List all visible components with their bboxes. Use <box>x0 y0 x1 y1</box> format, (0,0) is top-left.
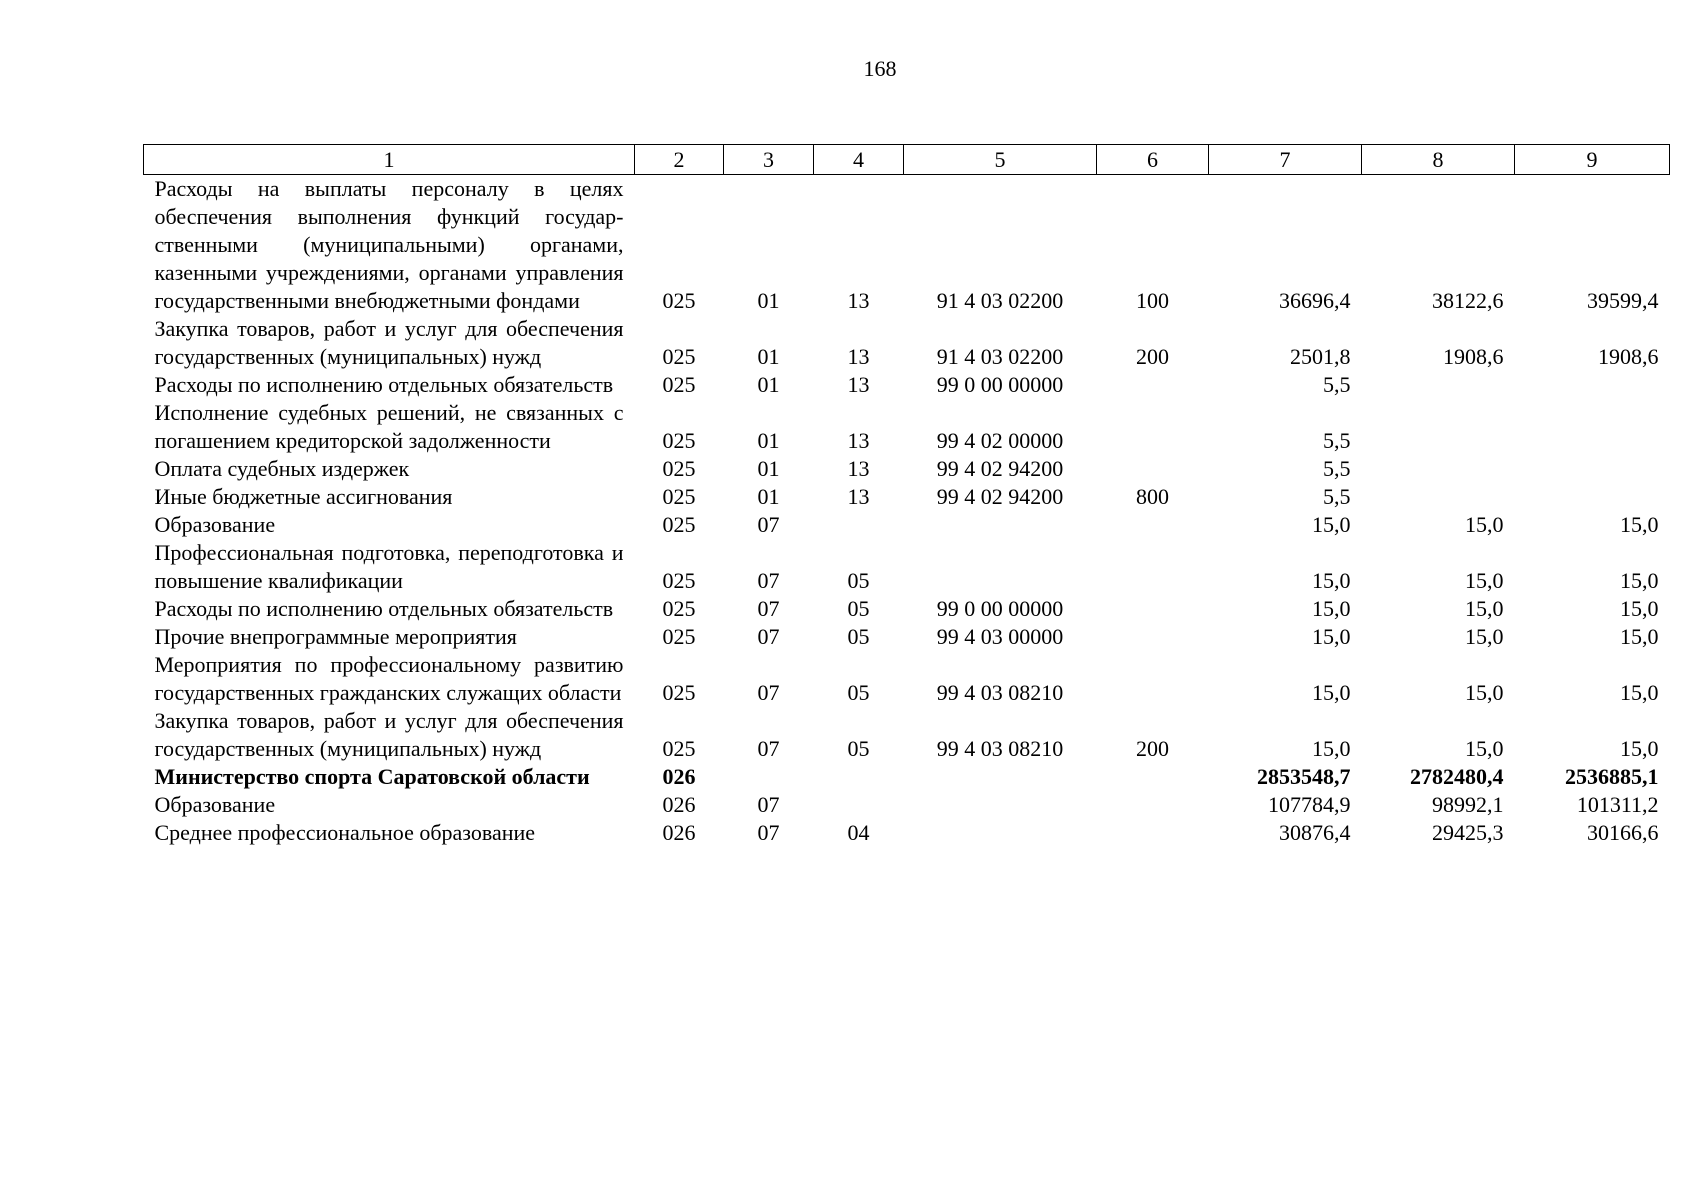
amount-year-1: 5,5 <box>1323 372 1351 397</box>
amount-year-3: 2536885,1 <box>1565 764 1659 789</box>
ministry-code: 026 <box>662 764 696 789</box>
ministry-code: 025 <box>662 596 696 621</box>
subsection-code: 13 <box>847 456 870 481</box>
target-article-code: 99 4 02 00000 <box>936 428 1064 453</box>
amount-year-1: 15,0 <box>1312 624 1351 649</box>
amount-year-1: 5,5 <box>1323 428 1351 453</box>
expense-type-code <box>1097 371 1209 399</box>
table-row <box>144 455 1670 483</box>
expense-name: Иные бюджетные ассигнования <box>154 484 453 509</box>
section-code: 01 <box>757 344 780 369</box>
expense-type-code <box>1097 511 1209 539</box>
table-body <box>144 175 1670 848</box>
amount-year-1: 5,5 <box>1323 484 1351 509</box>
amount-year-1: 5,5 <box>1323 456 1351 481</box>
amount-year-2 <box>1362 483 1515 511</box>
amount-year-2 <box>1362 399 1515 455</box>
section-code: 01 <box>757 456 780 481</box>
subsection-code: 13 <box>847 372 870 397</box>
amount-year-1: 2853548,7 <box>1257 764 1351 789</box>
expense-name: Образование <box>154 512 276 537</box>
expense-type-code: 100 <box>1136 288 1169 313</box>
target-article-code <box>904 511 1097 539</box>
section-code: 01 <box>757 484 780 509</box>
amount-year-3: 39599,4 <box>1587 288 1659 313</box>
target-article-code <box>904 819 1097 847</box>
section-code: 07 <box>757 792 780 817</box>
section-code: 07 <box>757 680 780 705</box>
ministry-code: 026 <box>662 820 696 845</box>
table-row <box>144 651 1670 707</box>
amount-year-2: 1908,6 <box>1443 344 1504 369</box>
target-article-code: 91 4 03 02200 <box>936 288 1064 313</box>
subsection-code: 04 <box>847 820 870 845</box>
column-header-2: 2 <box>635 145 724 175</box>
amount-year-2: 29425,3 <box>1432 820 1504 845</box>
expense-name: Министерство спорта Саратовской области <box>154 764 590 789</box>
expense-name: Исполнение судебных решений, не связанных с погашением кредиторской задолженности <box>154 400 624 453</box>
section-code: 01 <box>757 372 780 397</box>
target-article-code <box>904 539 1097 595</box>
table-row <box>144 175 1670 316</box>
subsection-code: 13 <box>847 288 870 313</box>
column-header-5: 5 <box>904 145 1097 175</box>
expense-type-code <box>1097 791 1209 819</box>
amount-year-1: 15,0 <box>1312 568 1351 593</box>
section-code: 01 <box>757 428 780 453</box>
column-header-3: 3 <box>724 145 814 175</box>
subsection-code: 05 <box>847 680 870 705</box>
ministry-code: 025 <box>662 624 696 649</box>
amount-year-2: 15,0 <box>1465 736 1504 761</box>
budget-table <box>143 144 1670 847</box>
target-article-code: 99 4 02 94200 <box>936 456 1064 481</box>
amount-year-2: 38122,6 <box>1432 288 1504 313</box>
expense-type-code <box>1097 763 1209 791</box>
table-row <box>144 371 1670 399</box>
expense-name: Расходы по исполнению отдельных обязательств <box>154 596 614 621</box>
ministry-code: 025 <box>662 484 696 509</box>
amount-year-3 <box>1515 483 1670 511</box>
amount-year-1: 36696,4 <box>1279 288 1351 313</box>
amount-year-3: 15,0 <box>1620 736 1659 761</box>
amount-year-2: 15,0 <box>1465 680 1504 705</box>
target-article-code: 99 4 03 00000 <box>936 624 1064 649</box>
table-row <box>144 791 1670 819</box>
target-article-code: 99 4 03 08210 <box>936 736 1064 761</box>
expense-type-code <box>1097 539 1209 595</box>
amount-year-2: 98992,1 <box>1432 792 1504 817</box>
ministry-code: 025 <box>662 568 696 593</box>
amount-year-3: 15,0 <box>1620 568 1659 593</box>
column-header-4: 4 <box>814 145 904 175</box>
amount-year-2: 15,0 <box>1465 624 1504 649</box>
subsection-code: 13 <box>847 428 870 453</box>
expense-type-code <box>1097 623 1209 651</box>
ministry-code: 025 <box>662 736 696 761</box>
target-article-code: 99 0 00 00000 <box>936 596 1064 621</box>
expense-name: Расходы на выплаты персоналу в целях обеспечения выполнения функций государственными (муниципальными) органами, казенными учреждениями, органами управления государственными внебюджетными фондами <box>154 176 624 313</box>
amount-year-1: 15,0 <box>1312 512 1351 537</box>
expense-type-code <box>1097 399 1209 455</box>
ministry-code: 025 <box>662 372 696 397</box>
amount-year-1: 2501,8 <box>1290 344 1351 369</box>
amount-year-3: 30166,6 <box>1587 820 1659 845</box>
ministry-code: 026 <box>662 792 696 817</box>
amount-year-3 <box>1515 371 1670 399</box>
subsection-code: 05 <box>847 596 870 621</box>
amount-year-2: 2782480,4 <box>1410 764 1504 789</box>
column-header-8: 8 <box>1362 145 1515 175</box>
column-header-7: 7 <box>1209 145 1362 175</box>
ministry-code: 025 <box>662 512 696 537</box>
expense-type-code <box>1097 455 1209 483</box>
table-row <box>144 399 1670 455</box>
expense-name: Закупка товаров, работ и услуг для обеспечения государственных (муниципальных) нужд <box>154 316 624 369</box>
amount-year-1: 15,0 <box>1312 596 1351 621</box>
column-header-9: 9 <box>1515 145 1670 175</box>
table-row <box>144 763 1670 791</box>
subsection-code <box>814 791 904 819</box>
expense-name: Оплата судебных издержек <box>154 456 410 481</box>
amount-year-2: 15,0 <box>1465 568 1504 593</box>
column-header-6: 6 <box>1097 145 1209 175</box>
amount-year-3: 15,0 <box>1620 596 1659 621</box>
page-number: 168 <box>863 56 897 81</box>
target-article-code: 99 4 02 94200 <box>936 484 1064 509</box>
column-header-1: 1 <box>144 145 635 175</box>
expense-type-code: 200 <box>1136 344 1169 369</box>
ministry-code: 025 <box>662 680 696 705</box>
expense-name: Мероприятия по профессиональному развитию государственных гражданских служащих области <box>154 652 624 705</box>
column-number-header <box>144 145 1670 175</box>
subsection-code: 05 <box>847 568 870 593</box>
section-code: 07 <box>757 736 780 761</box>
expense-name: Расходы по исполнению отдельных обязательств <box>154 372 614 397</box>
expense-type-code: 800 <box>1136 484 1169 509</box>
amount-year-1: 107784,9 <box>1268 792 1351 817</box>
amount-year-2 <box>1362 371 1515 399</box>
target-article-code: 99 4 03 08210 <box>936 680 1064 705</box>
subsection-code <box>814 511 904 539</box>
table-row <box>144 483 1670 511</box>
amount-year-2 <box>1362 455 1515 483</box>
expense-type-code: 200 <box>1136 736 1169 761</box>
amount-year-2: 15,0 <box>1465 596 1504 621</box>
amount-year-3: 15,0 <box>1620 680 1659 705</box>
expense-type-code <box>1097 595 1209 623</box>
ministry-code: 025 <box>662 456 696 481</box>
subsection-code: 13 <box>847 484 870 509</box>
ministry-code: 025 <box>662 344 696 369</box>
amount-year-3: 15,0 <box>1620 512 1659 537</box>
section-code: 07 <box>757 568 780 593</box>
target-article-code: 91 4 03 02200 <box>936 344 1064 369</box>
amount-year-3 <box>1515 455 1670 483</box>
section-code: 07 <box>757 596 780 621</box>
amount-year-3: 1908,6 <box>1598 344 1659 369</box>
amount-year-1: 15,0 <box>1312 736 1351 761</box>
amount-year-2: 15,0 <box>1465 512 1504 537</box>
amount-year-1: 30876,4 <box>1279 820 1351 845</box>
section-code <box>724 763 814 791</box>
expense-type-code <box>1097 651 1209 707</box>
expense-name: Профессиональная подготовка, переподготовка и повышение квалификации <box>154 540 624 593</box>
subsection-code: 05 <box>847 624 870 649</box>
table-row <box>144 819 1670 847</box>
table-row <box>144 539 1670 595</box>
ministry-code: 025 <box>662 428 696 453</box>
expense-type-code <box>1097 819 1209 847</box>
target-article-code <box>904 791 1097 819</box>
target-article-code: 99 0 00 00000 <box>936 372 1064 397</box>
table-row <box>144 707 1670 763</box>
subsection-code: 13 <box>847 344 870 369</box>
table-row <box>144 623 1670 651</box>
expense-name: Закупка товаров, работ и услуг для обеспечения государственных (муниципальных) нужд <box>154 708 624 761</box>
ministry-code: 025 <box>662 288 696 313</box>
section-code: 07 <box>757 820 780 845</box>
expense-name: Прочие внепрограммные мероприятия <box>154 624 517 649</box>
table-row <box>144 595 1670 623</box>
expense-name: Образование <box>154 792 276 817</box>
section-code: 07 <box>757 624 780 649</box>
subsection-code <box>814 763 904 791</box>
section-code: 01 <box>757 288 780 313</box>
amount-year-3 <box>1515 399 1670 455</box>
table-row <box>144 511 1670 539</box>
subsection-code: 05 <box>847 736 870 761</box>
section-code: 07 <box>757 512 780 537</box>
amount-year-3: 101311,2 <box>1576 792 1659 817</box>
amount-year-1: 15,0 <box>1312 680 1351 705</box>
target-article-code <box>904 763 1097 791</box>
amount-year-3: 15,0 <box>1620 624 1659 649</box>
table-row <box>144 315 1670 371</box>
expense-name: Среднее профессиональное образование <box>154 820 536 845</box>
